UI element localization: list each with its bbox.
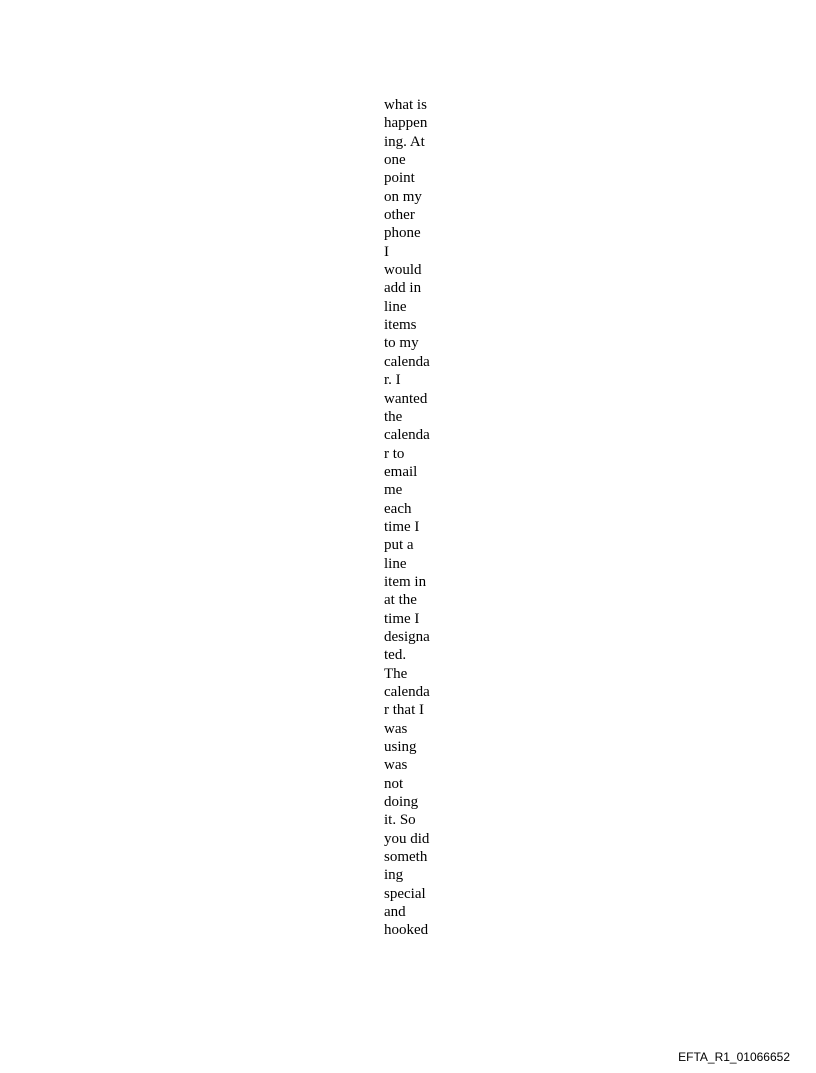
text-line: line xyxy=(384,555,407,572)
text-line: item in xyxy=(384,573,427,590)
text-line: designa xyxy=(384,628,430,645)
text-line: wanted xyxy=(384,390,428,407)
text-line: r to xyxy=(384,445,405,462)
text-line: what is xyxy=(384,97,427,113)
text-line: time I xyxy=(384,518,420,535)
text-line: to my xyxy=(384,335,419,352)
text-line: items xyxy=(384,317,417,334)
text-line: happen xyxy=(384,115,428,132)
text-line: ing. At xyxy=(384,133,425,150)
text-line: me xyxy=(384,482,403,499)
text-line: r that I xyxy=(384,702,424,719)
text-line: and xyxy=(384,904,406,921)
text-line: one xyxy=(384,152,406,169)
text-line: someth xyxy=(384,849,428,866)
text-line: point xyxy=(384,170,415,187)
text-line: calenda xyxy=(384,353,430,370)
text-line: other xyxy=(384,207,415,224)
text-line: The xyxy=(384,665,408,682)
body-text-column xyxy=(384,96,444,940)
text-line: calenda xyxy=(384,684,430,700)
text-line: put a xyxy=(384,537,414,554)
text-line: ted. xyxy=(384,647,407,664)
text-line: add in xyxy=(384,280,422,297)
text-line: the xyxy=(384,408,403,425)
text-line: on my xyxy=(384,188,422,205)
text-line: it. So xyxy=(384,812,416,829)
text-line: email xyxy=(384,463,418,480)
text-line: line xyxy=(384,298,407,315)
text-line: not xyxy=(384,775,404,792)
text-line: time I xyxy=(384,610,420,627)
text-line: each xyxy=(384,500,412,517)
text-line: calenda xyxy=(384,427,430,444)
text-line: special xyxy=(384,885,426,902)
text-line: I xyxy=(384,243,389,260)
text-line: hooked xyxy=(384,922,429,939)
text-line: phone xyxy=(384,225,421,242)
text-line: using xyxy=(384,739,417,756)
document-id-footer: EFTA_R1_01066652 xyxy=(678,1050,790,1064)
text-line: at the xyxy=(384,592,417,609)
text-line: r. I xyxy=(384,372,401,389)
text-line: doing xyxy=(384,794,419,811)
text-line: was xyxy=(384,720,408,737)
text-line: would xyxy=(384,262,422,279)
text-line: you did xyxy=(384,830,430,847)
text-line: ing xyxy=(384,867,404,884)
text-line: was xyxy=(384,757,408,774)
